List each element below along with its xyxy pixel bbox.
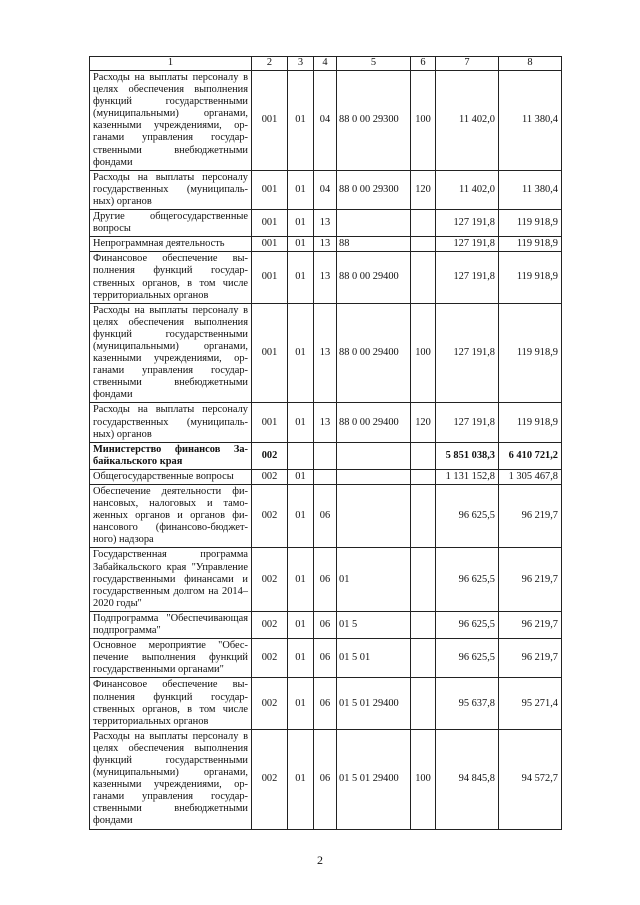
row-name: Расходы на выплаты персоналу в целях обеспечения выполнения функций государственными (муниципальными) органами, казенными учреждениями, органами управления государственными внебюджетными фондами bbox=[90, 303, 252, 403]
table-row bbox=[90, 678, 562, 729]
subsection-code: 13 bbox=[314, 403, 337, 442]
header-col-8: 8 bbox=[499, 57, 562, 71]
expense-type-code: 120 bbox=[411, 170, 436, 209]
amount-year-2: 119 918,9 bbox=[499, 303, 562, 403]
target-article-code: 88 0 00 29400 bbox=[337, 303, 411, 403]
table-body bbox=[90, 71, 562, 830]
target-article-code: 88 0 00 29300 bbox=[337, 170, 411, 209]
amount-year-1: 1 131 152,8 bbox=[436, 469, 499, 484]
target-article-code: 01 5 01 29400 bbox=[337, 678, 411, 729]
amount-year-1: 127 191,8 bbox=[436, 303, 499, 403]
section-code: 01 bbox=[288, 729, 314, 829]
row-name: Подпрограмма "Обеспечивающая подпрограмма" bbox=[90, 611, 252, 638]
amount-year-1: 96 625,5 bbox=[436, 639, 499, 678]
table-row bbox=[90, 303, 562, 403]
subsection-code bbox=[314, 442, 337, 469]
subsection-code: 06 bbox=[314, 611, 337, 638]
subsection-code: 04 bbox=[314, 71, 337, 171]
table-row bbox=[90, 639, 562, 678]
subsection-code: 13 bbox=[314, 252, 337, 303]
amount-year-1: 127 191,8 bbox=[436, 252, 499, 303]
row-name: Расходы на выплаты персоналу государственных (муниципальных) органов bbox=[90, 170, 252, 209]
amount-year-1: 127 191,8 bbox=[436, 237, 499, 252]
section-code: 01 bbox=[288, 303, 314, 403]
section-code: 01 bbox=[288, 548, 314, 611]
subsection-code: 06 bbox=[314, 485, 337, 548]
target-article-code bbox=[337, 469, 411, 484]
table-row bbox=[90, 611, 562, 638]
table-row bbox=[90, 729, 562, 829]
amount-year-2: 1 305 467,8 bbox=[499, 469, 562, 484]
table-row bbox=[90, 170, 562, 209]
table-row bbox=[90, 71, 562, 171]
amount-year-1: 5 851 038,3 bbox=[436, 442, 499, 469]
row-name: Основное мероприятие "Обеспечение выполнения функций государственными органами" bbox=[90, 639, 252, 678]
amount-year-2: 11 380,4 bbox=[499, 71, 562, 171]
target-article-code bbox=[337, 485, 411, 548]
expense-type-code: 100 bbox=[411, 71, 436, 171]
expense-type-code bbox=[411, 485, 436, 548]
subsection-code: 06 bbox=[314, 729, 337, 829]
header-col-7: 7 bbox=[436, 57, 499, 71]
admin-code: 001 bbox=[252, 252, 288, 303]
amount-year-1: 127 191,8 bbox=[436, 403, 499, 442]
admin-code: 002 bbox=[252, 639, 288, 678]
amount-year-2: 11 380,4 bbox=[499, 170, 562, 209]
target-article-code: 88 0 00 29400 bbox=[337, 403, 411, 442]
expense-type-code bbox=[411, 548, 436, 611]
budget-table bbox=[89, 56, 562, 830]
amount-year-2: 95 271,4 bbox=[499, 678, 562, 729]
target-article-code: 88 bbox=[337, 237, 411, 252]
table-row bbox=[90, 210, 562, 237]
table-row bbox=[90, 442, 562, 469]
admin-code: 001 bbox=[252, 71, 288, 171]
header-col-1: 1 bbox=[90, 57, 252, 71]
row-name: Расходы на выплаты персоналу государственных (муниципальных) органов bbox=[90, 403, 252, 442]
admin-code: 001 bbox=[252, 170, 288, 209]
row-name: Финансовое обеспечение выполнения функций государственных органов, в том числе территориальных органов bbox=[90, 678, 252, 729]
table-row bbox=[90, 252, 562, 303]
section-code: 01 bbox=[288, 678, 314, 729]
section-code: 01 bbox=[288, 469, 314, 484]
admin-code: 002 bbox=[252, 678, 288, 729]
header-col-3: 3 bbox=[288, 57, 314, 71]
expense-type-code bbox=[411, 442, 436, 469]
section-code: 01 bbox=[288, 611, 314, 638]
target-article-code bbox=[337, 442, 411, 469]
amount-year-1: 11 402,0 bbox=[436, 71, 499, 171]
header-col-4: 4 bbox=[314, 57, 337, 71]
subsection-code: 13 bbox=[314, 237, 337, 252]
table-row bbox=[90, 548, 562, 611]
expense-type-code bbox=[411, 469, 436, 484]
row-name: Министерство финансов Забайкальского края bbox=[90, 442, 252, 469]
admin-code: 002 bbox=[252, 729, 288, 829]
header-col-6: 6 bbox=[411, 57, 436, 71]
admin-code: 001 bbox=[252, 237, 288, 252]
admin-code: 002 bbox=[252, 469, 288, 484]
section-code: 01 bbox=[288, 237, 314, 252]
amount-year-1: 127 191,8 bbox=[436, 210, 499, 237]
admin-code: 001 bbox=[252, 210, 288, 237]
target-article-code: 01 5 01 29400 bbox=[337, 729, 411, 829]
section-code: 01 bbox=[288, 210, 314, 237]
expense-type-code bbox=[411, 611, 436, 638]
header-col-2: 2 bbox=[252, 57, 288, 71]
row-name: Расходы на выплаты персоналу в целях обеспечения выполнения функций государственными (муниципальными) органами, казенными учреждениями, органами управления государственными внебюджетными фондами bbox=[90, 729, 252, 829]
subsection-code: 13 bbox=[314, 303, 337, 403]
expense-type-code bbox=[411, 210, 436, 237]
amount-year-2: 119 918,9 bbox=[499, 252, 562, 303]
expense-type-code bbox=[411, 237, 436, 252]
section-code: 01 bbox=[288, 170, 314, 209]
row-name: Государственная программа Забайкальского края "Управление государственными финансами и государственным долгом на 2014–2020 годы" bbox=[90, 548, 252, 611]
page-number: 2 bbox=[317, 853, 323, 867]
section-code bbox=[288, 442, 314, 469]
amount-year-2: 119 918,9 bbox=[499, 237, 562, 252]
expense-type-code: 100 bbox=[411, 303, 436, 403]
admin-code: 002 bbox=[252, 548, 288, 611]
amount-year-2: 119 918,9 bbox=[499, 210, 562, 237]
row-name: Другие общегосударственные вопросы bbox=[90, 210, 252, 237]
admin-code: 002 bbox=[252, 611, 288, 638]
amount-year-2: 119 918,9 bbox=[499, 403, 562, 442]
section-code: 01 bbox=[288, 403, 314, 442]
admin-code: 001 bbox=[252, 403, 288, 442]
amount-year-2: 6 410 721,2 bbox=[499, 442, 562, 469]
section-code: 01 bbox=[288, 71, 314, 171]
subsection-code: 13 bbox=[314, 210, 337, 237]
amount-year-2: 96 219,7 bbox=[499, 485, 562, 548]
target-article-code: 88 0 00 29300 bbox=[337, 71, 411, 171]
amount-year-1: 94 845,8 bbox=[436, 729, 499, 829]
amount-year-1: 96 625,5 bbox=[436, 485, 499, 548]
subsection-code: 06 bbox=[314, 639, 337, 678]
header-col-5: 5 bbox=[337, 57, 411, 71]
admin-code: 002 bbox=[252, 485, 288, 548]
expense-type-code bbox=[411, 678, 436, 729]
amount-year-1: 96 625,5 bbox=[436, 548, 499, 611]
table-row bbox=[90, 403, 562, 442]
expense-type-code bbox=[411, 639, 436, 678]
subsection-code: 06 bbox=[314, 678, 337, 729]
table-row bbox=[90, 237, 562, 252]
amount-year-2: 96 219,7 bbox=[499, 548, 562, 611]
amount-year-1: 96 625,5 bbox=[436, 611, 499, 638]
admin-code: 001 bbox=[252, 303, 288, 403]
section-code: 01 bbox=[288, 485, 314, 548]
target-article-code: 01 5 01 bbox=[337, 639, 411, 678]
target-article-code: 88 0 00 29400 bbox=[337, 252, 411, 303]
admin-code: 002 bbox=[252, 442, 288, 469]
amount-year-2: 96 219,7 bbox=[499, 611, 562, 638]
section-code: 01 bbox=[288, 639, 314, 678]
subsection-code bbox=[314, 469, 337, 484]
row-name: Финансовое обеспечение выполнения функций государственных органов, в том числе территориальных органов bbox=[90, 252, 252, 303]
amount-year-1: 95 637,8 bbox=[436, 678, 499, 729]
section-code: 01 bbox=[288, 252, 314, 303]
row-name: Обеспечение деятельности финансовых, налоговых и таможенных органов и органов финансового (финансово-бюджетного) надзора bbox=[90, 485, 252, 548]
table-row bbox=[90, 469, 562, 484]
expense-type-code: 100 bbox=[411, 729, 436, 829]
target-article-code: 01 5 bbox=[337, 611, 411, 638]
subsection-code: 04 bbox=[314, 170, 337, 209]
target-article-code: 01 bbox=[337, 548, 411, 611]
amount-year-2: 94 572,7 bbox=[499, 729, 562, 829]
header-row bbox=[90, 57, 562, 71]
row-name: Непрограммная деятельность bbox=[90, 237, 252, 252]
expense-type-code: 120 bbox=[411, 403, 436, 442]
table-row bbox=[90, 485, 562, 548]
amount-year-1: 11 402,0 bbox=[436, 170, 499, 209]
subsection-code: 06 bbox=[314, 548, 337, 611]
row-name: Расходы на выплаты персоналу в целях обеспечения выполнения функций государственными (муниципальными) органами, казенными учреждениями, органами управления государственными внебюджетными фондами bbox=[90, 71, 252, 171]
amount-year-2: 96 219,7 bbox=[499, 639, 562, 678]
row-name: Общегосударственные вопросы bbox=[90, 469, 252, 484]
expense-type-code bbox=[411, 252, 436, 303]
target-article-code bbox=[337, 210, 411, 237]
